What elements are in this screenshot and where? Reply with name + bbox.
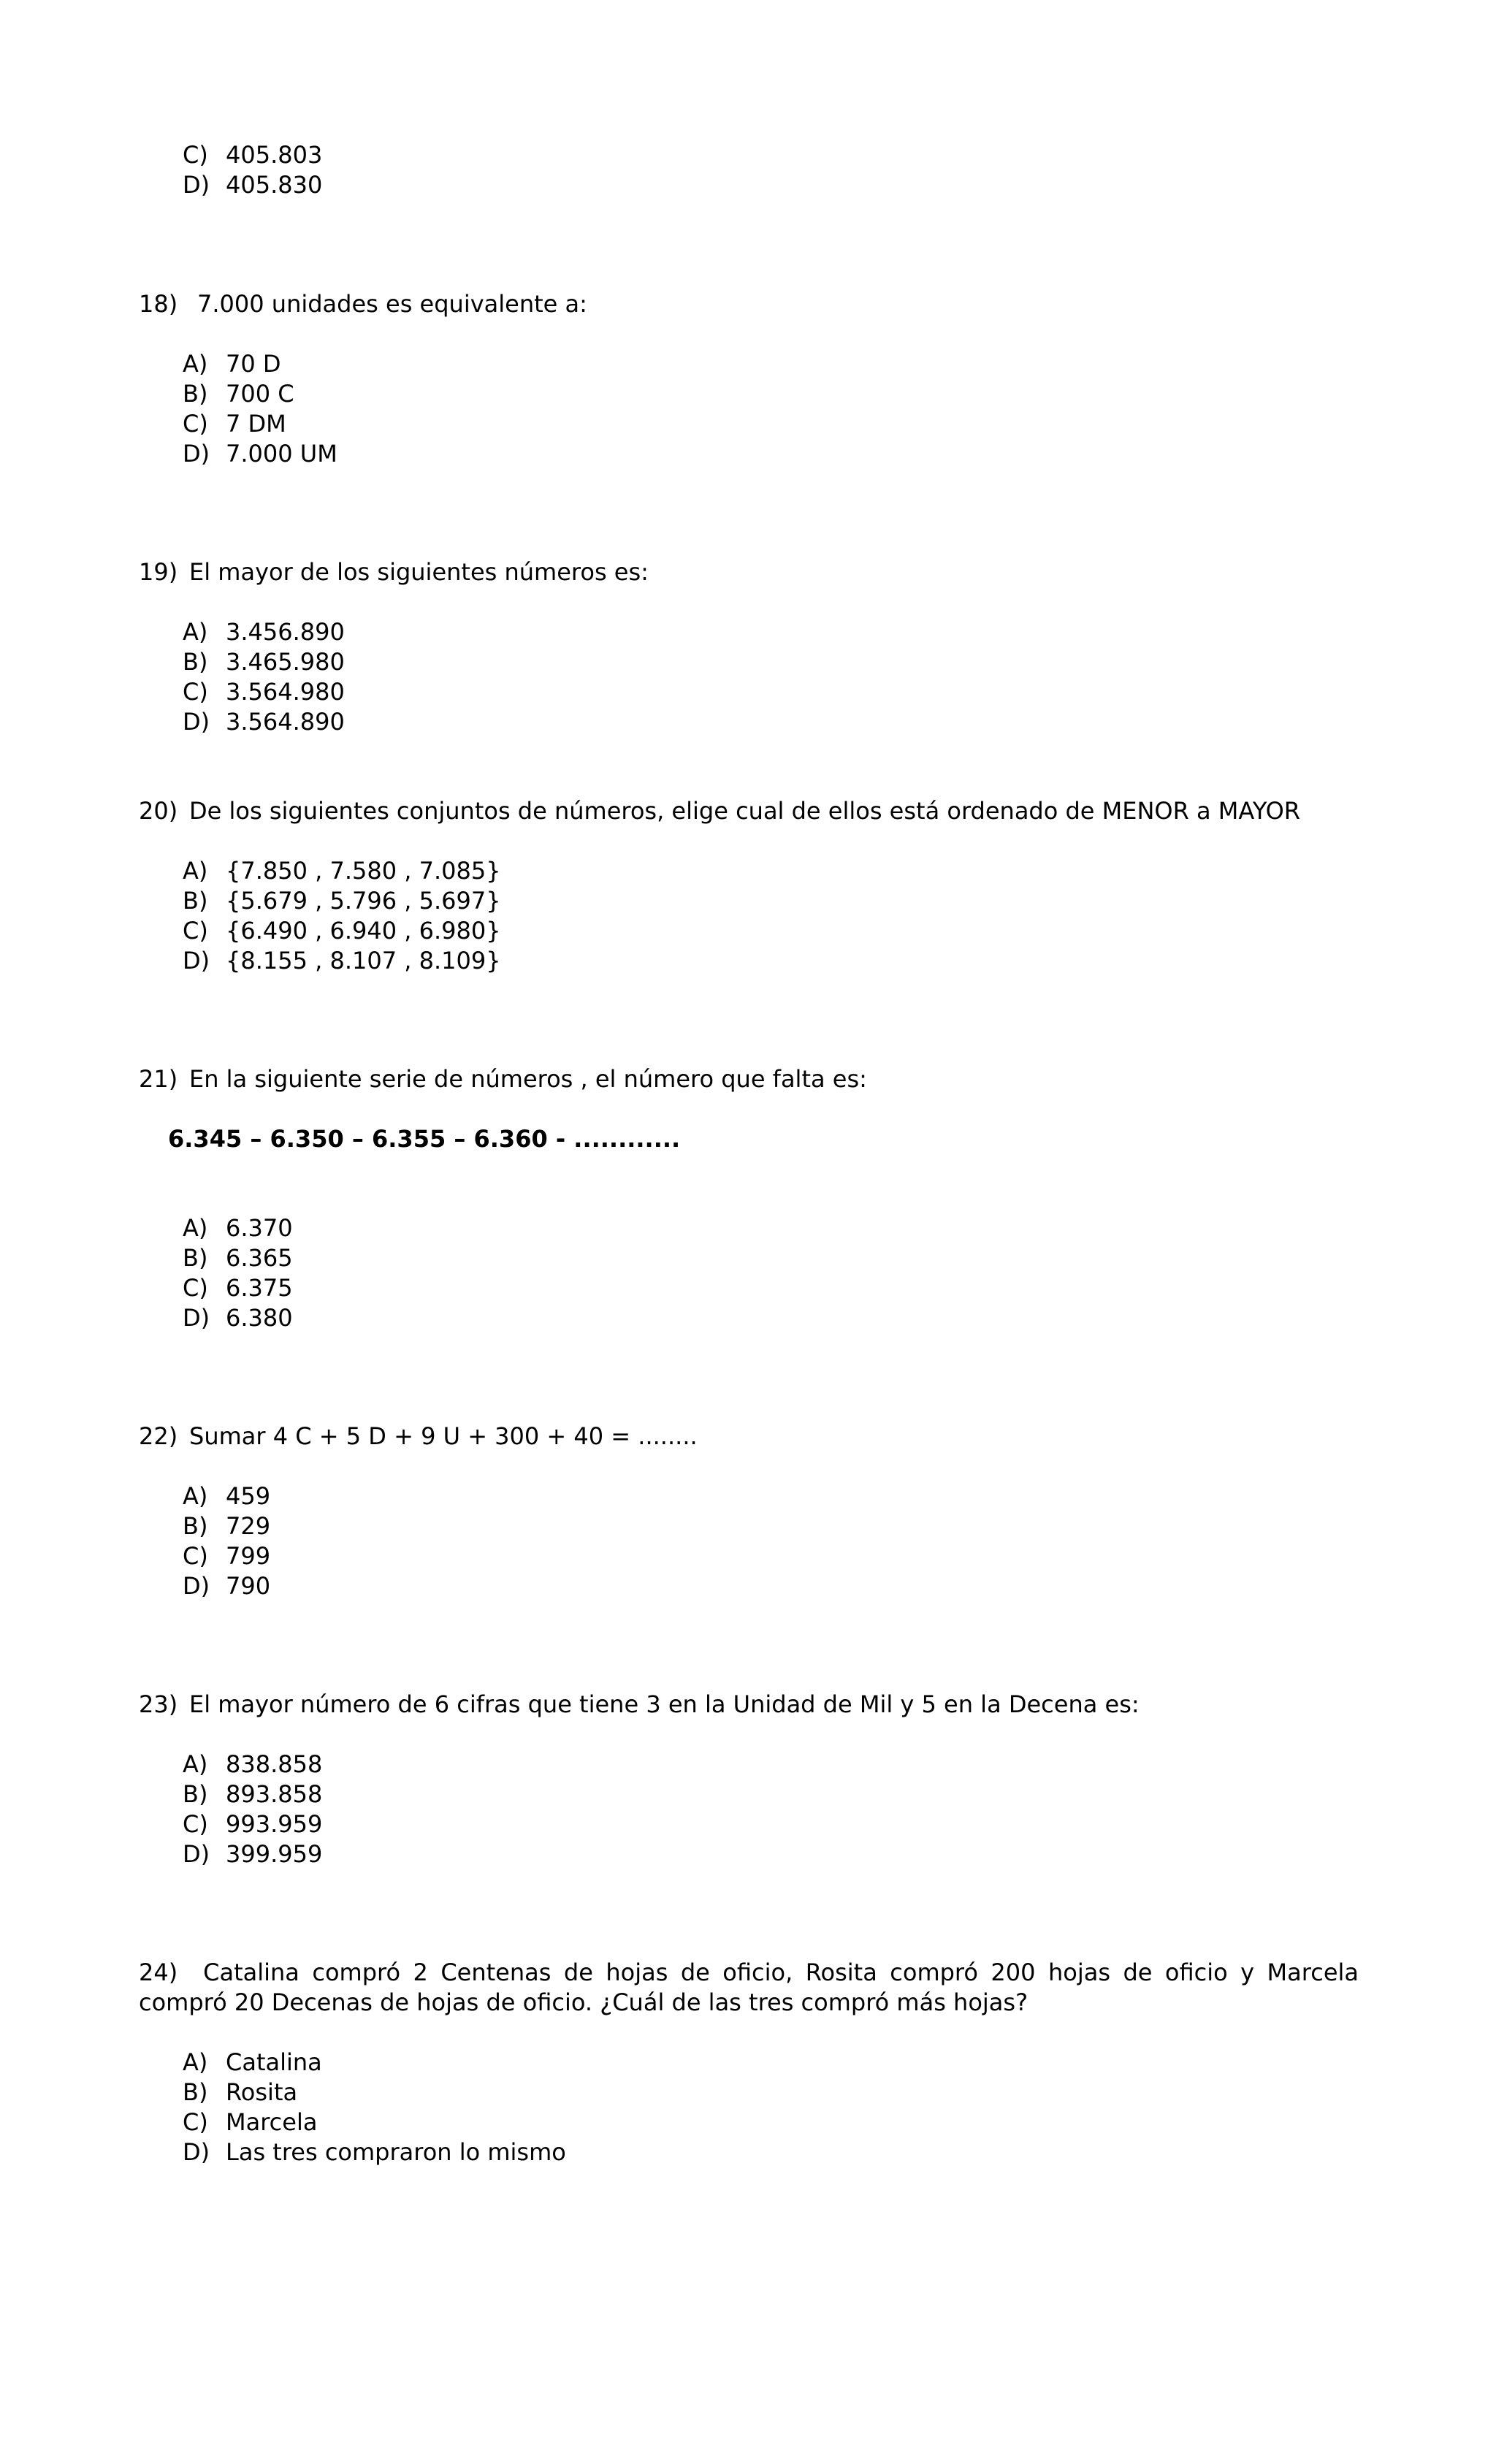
question-number: 18) bbox=[139, 290, 178, 318]
question-text: El mayor de los siguientes números es: bbox=[189, 558, 649, 586]
option-text: 3.564.890 bbox=[226, 708, 345, 736]
option-letter: B) bbox=[183, 1512, 208, 1540]
question-24 bbox=[139, 1958, 1359, 2018]
question-number: 20) bbox=[139, 797, 178, 825]
option-text: 893.858 bbox=[226, 1780, 323, 1808]
option-text: 3.456.890 bbox=[226, 618, 345, 646]
option-letter: C) bbox=[183, 410, 208, 438]
option-text: 790 bbox=[226, 1572, 271, 1600]
option-letter: D) bbox=[183, 440, 210, 468]
option-letter: C) bbox=[183, 678, 208, 706]
option-letter: B) bbox=[183, 887, 208, 915]
option-text: 459 bbox=[226, 1482, 271, 1510]
option-text: 3.564.980 bbox=[226, 678, 345, 706]
option-letter: D) bbox=[183, 1304, 210, 1332]
question-text: Catalina compró 2 Centenas de hojas de oficio, Rosita compró 200 hojas de oficio y Marcela compró 20 Decenas de hojas de oficio. ¿Cuál de las tres compró más hojas? bbox=[139, 1958, 1359, 2016]
option-text: {8.155 , 8.107 , 8.109} bbox=[226, 947, 501, 974]
option-letter: C) bbox=[183, 141, 208, 169]
question-number: 24) bbox=[139, 1958, 178, 1986]
question-text: El mayor número de 6 cifras que tiene 3 en la Unidad de Mil y 5 en la Decena es: bbox=[189, 1690, 1140, 1718]
question-text: De los siguientes conjuntos de números, elige cual de ellos está ordenado de MENOR a MAYOR bbox=[189, 797, 1301, 825]
number-series: 6.345 – 6.350 – 6.355 – 6.360 - ............ bbox=[168, 1125, 681, 1153]
option-letter: C) bbox=[183, 1542, 208, 1570]
question-text: 7.000 unidades es equivalente a: bbox=[197, 290, 587, 318]
option-letter: A) bbox=[183, 350, 208, 378]
question-number: 21) bbox=[139, 1065, 178, 1093]
option-letter: D) bbox=[183, 947, 210, 974]
option-letter: A) bbox=[183, 1214, 208, 1242]
question-number: 23) bbox=[139, 1690, 178, 1718]
option-text: 6.380 bbox=[226, 1304, 293, 1332]
option-letter: B) bbox=[183, 2078, 208, 2106]
option-letter: D) bbox=[183, 171, 210, 199]
question-text: Sumar 4 C + 5 D + 9 U + 300 + 40 = ........ bbox=[189, 1422, 698, 1450]
option-text: Marcela bbox=[226, 2108, 318, 2136]
option-letter: A) bbox=[183, 1750, 208, 1778]
option-text: 3.465.980 bbox=[226, 648, 345, 676]
option-text: 838.858 bbox=[226, 1750, 323, 1778]
option-text: 993.959 bbox=[226, 1810, 323, 1838]
option-text: 729 bbox=[226, 1512, 271, 1540]
option-letter: A) bbox=[183, 857, 208, 885]
option-text: Rosita bbox=[226, 2078, 298, 2106]
option-letter: D) bbox=[183, 1840, 210, 1868]
question-number: 19) bbox=[139, 558, 178, 586]
option-text: 6.365 bbox=[226, 1244, 293, 1272]
option-text: 399.959 bbox=[226, 1840, 323, 1868]
option-letter: B) bbox=[183, 1244, 208, 1272]
option-text: Las tres compraron lo mismo bbox=[226, 2138, 566, 2166]
question-number: 22) bbox=[139, 1422, 178, 1450]
option-letter: C) bbox=[183, 2108, 208, 2136]
option-text: 70 D bbox=[226, 350, 281, 378]
option-text: 6.375 bbox=[226, 1274, 293, 1302]
option-letter: A) bbox=[183, 618, 208, 646]
option-text: 799 bbox=[226, 1542, 271, 1570]
option-letter: C) bbox=[183, 1274, 208, 1302]
option-letter: D) bbox=[183, 1572, 210, 1600]
option-letter: B) bbox=[183, 648, 208, 676]
option-text: 405.830 bbox=[226, 171, 323, 199]
option-text: {6.490 , 6.940 , 6.980} bbox=[226, 917, 501, 945]
option-text: 700 C bbox=[226, 380, 294, 408]
option-text: {5.679 , 5.796 , 5.697} bbox=[226, 887, 501, 915]
option-text: {7.850 , 7.580 , 7.085} bbox=[226, 857, 501, 885]
option-letter: B) bbox=[183, 380, 208, 408]
option-text: Catalina bbox=[226, 2048, 322, 2076]
option-letter: C) bbox=[183, 1810, 208, 1838]
option-text: 7.000 UM bbox=[226, 440, 337, 468]
option-letter: A) bbox=[183, 1482, 208, 1510]
option-letter: B) bbox=[183, 1780, 208, 1808]
option-text: 7 DM bbox=[226, 410, 286, 438]
option-letter: A) bbox=[183, 2048, 208, 2076]
option-letter: D) bbox=[183, 2138, 210, 2166]
option-letter: C) bbox=[183, 917, 208, 945]
question-text: En la siguiente serie de números , el número que falta es: bbox=[189, 1065, 867, 1093]
option-text: 405.803 bbox=[226, 141, 323, 169]
option-letter: D) bbox=[183, 708, 210, 736]
option-text: 6.370 bbox=[226, 1214, 293, 1242]
